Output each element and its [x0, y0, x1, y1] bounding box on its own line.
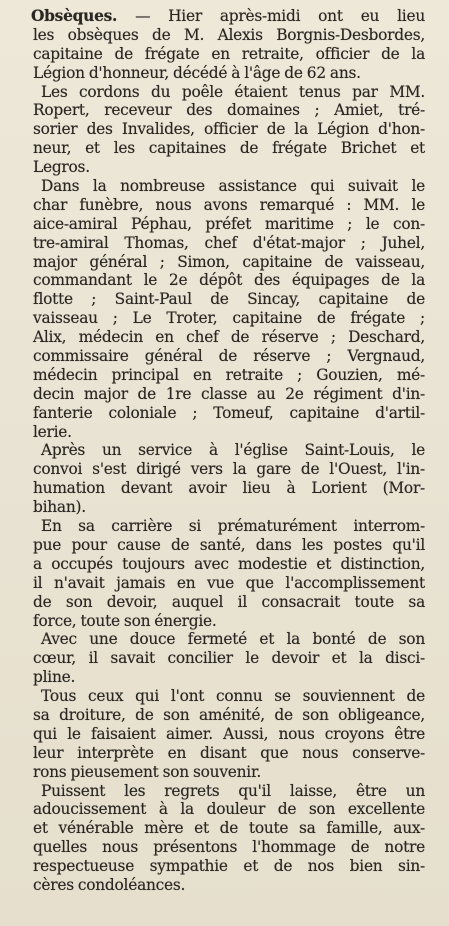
text-line: Les cordons du poêle étaient tenus par MM.: [41, 82, 425, 101]
text-line: neur, et les capitaines de frégate Brichet et: [33, 139, 425, 158]
article-paragraph: [33, 83, 425, 177]
text-line: lerie.: [33, 422, 72, 441]
text-line: force, toute son énergie.: [33, 611, 217, 630]
text-line: Ropert, receveur des domaines ; Amiet, tré-: [33, 101, 425, 120]
text-line: fanterie coloniale ; Tomeuf, capitaine d'artil-: [33, 403, 425, 422]
text-line: vaisseau ; Le Troter, capitaine de frégate ;: [33, 309, 425, 328]
text-line: Dans la nombreuse assistance qui suivait le: [41, 177, 425, 196]
text-line: Avec une douce fermeté et la bonté de son: [41, 630, 425, 649]
text-line: sorier des Invalides, officier de la Légion d'hon-: [33, 120, 425, 139]
text-line: Tous ceux qui l'ont connu se souviennent de: [41, 687, 425, 706]
article-paragraph: [33, 177, 425, 441]
text-line: commissaire général de réserve ; Vergnaud,: [33, 347, 425, 366]
text-line: cœur, il savait concilier le devoir et la disci-: [33, 649, 425, 668]
text-line: pue pour cause de santé, dans les postes qu'il: [33, 535, 425, 554]
article-paragraph: [33, 517, 425, 630]
text-line: cères condoléances.: [33, 875, 186, 894]
line-text: — Hier après-midi ont eu lieu: [117, 7, 425, 25]
text-line: et vénérable mère et de toute sa famille, aux-: [33, 819, 425, 838]
article-paragraph: [33, 7, 425, 83]
text-line: qui le faisaient aimer. Aussi, nous croyons être: [33, 724, 425, 743]
text-line: Legros.: [33, 158, 90, 177]
text-line: Puissent les regrets qu'il laisse, être un: [41, 781, 425, 800]
text-line: major général ; Simon, capitaine de vaisseau,: [33, 252, 425, 271]
text-line: [31, 7, 425, 26]
article-paragraph: [33, 782, 425, 895]
text-line: pline.: [33, 668, 76, 687]
text-line: rons pieusement son souvenir.: [33, 762, 262, 781]
text-line: tre-amiral Thomas, chef d'état-major ; Juhel,: [33, 233, 425, 252]
text-line: decin major de 1re classe au 2e régiment d'in-: [33, 384, 425, 403]
text-line: flotte ; Saint-Paul de Sincay, capitaine de: [33, 290, 425, 309]
article-heading: Obsèques.: [31, 7, 118, 25]
text-line: convoi s'est dirigé vers la gare de l'Ouest, l'in-: [33, 460, 425, 479]
text-line: capitaine de frégate en retraite, officier de la: [33, 44, 425, 63]
text-line: adoucissement à la douleur de son excellente: [33, 800, 425, 819]
text-line: char funèbre, nous avons remarqué : MM. le: [33, 195, 425, 214]
text-line: a occupés toujours avec modestie et distinction,: [33, 554, 425, 573]
text-line: bihan).: [33, 498, 86, 517]
text-line: il n'avait jamais en vue que l'accomplissement: [33, 573, 425, 592]
text-line: humation devant avoir lieu à Lorient (Mor-: [33, 479, 425, 498]
text-line: les obsèques de M. Alexis Borgnis-Desbordes,: [33, 25, 425, 44]
article-paragraph: [33, 630, 425, 687]
article-paragraph: [33, 687, 425, 781]
obituary-article: [33, 7, 425, 895]
text-line: aice-amiral Péphau, préfet maritime ; le con-: [33, 214, 425, 233]
text-line: Alix, médecin en chef de réserve ; Deschard,: [33, 328, 425, 347]
text-line: quelles nous présentons l'hommage de notre: [33, 838, 425, 857]
text-line: Après un service à l'église Saint-Louis, le: [41, 441, 425, 460]
text-line: sa droiture, de son aménité, de son obligeance,: [33, 705, 425, 724]
article-paragraph: [33, 441, 425, 517]
text-line: respectueuse sympathie et de nos bien sin-: [33, 857, 425, 876]
text-line: Légion d'honneur, décédé à l'âge de 62 ans.: [33, 63, 361, 82]
text-line: En sa carrière si prématurément interrom-: [41, 517, 425, 536]
text-line: commandant le 2e dépôt des équipages de la: [33, 271, 425, 290]
text-line: leur interprète en disant que nous conserve-: [33, 743, 425, 762]
text-line: de son devoir, auquel il consacrait toute sa: [33, 592, 425, 611]
text-line: médecin principal en retraite ; Gouzien, mé-: [33, 365, 425, 384]
